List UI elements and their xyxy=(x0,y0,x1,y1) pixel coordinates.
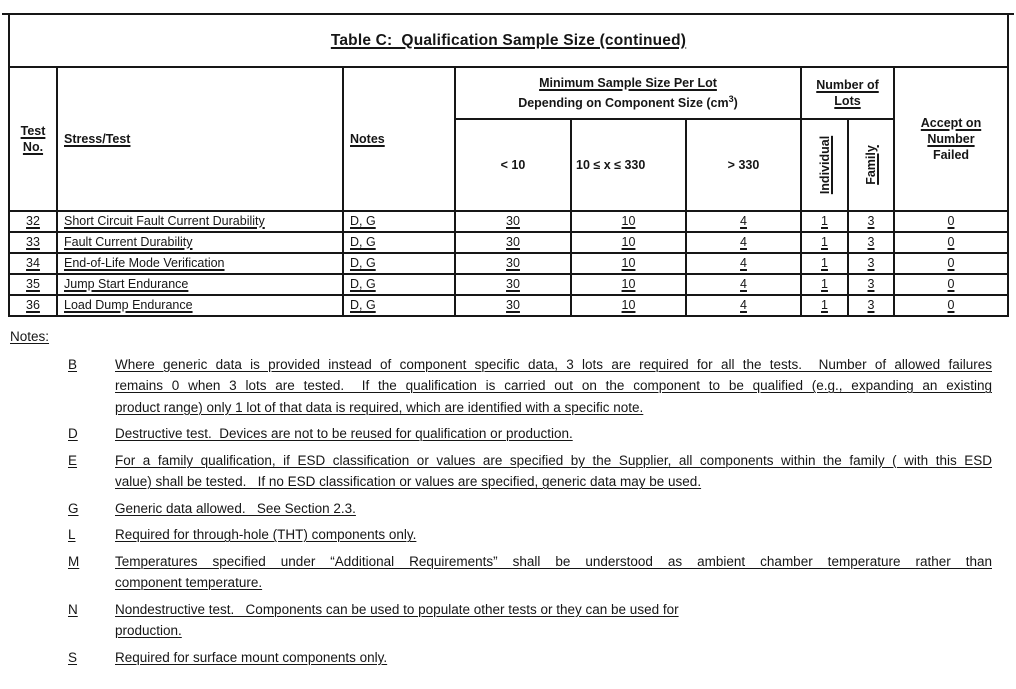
cell-stress-test: Short Circuit Fault Current Durability xyxy=(57,211,343,232)
header-lots-line1: Number of xyxy=(816,78,879,92)
qualification-sample-size-table xyxy=(8,13,1009,317)
cell-gt330: 4 xyxy=(686,232,801,253)
note-text: Temperatures specified under “Additional Requirements” shall be understood as ambient chamber temperature rather than component temperature. xyxy=(115,553,992,590)
cell-stress-test: End-of-Life Mode Verification xyxy=(57,253,343,274)
cell-test-no: 32 xyxy=(9,211,57,232)
header-group-row xyxy=(9,67,1008,119)
header-accept-line3: Failed xyxy=(932,148,970,162)
header-size-lt10: < 10 xyxy=(455,119,571,211)
cell-accept: 0 xyxy=(894,274,1008,295)
cell-accept: 0 xyxy=(894,295,1008,316)
table-row xyxy=(9,232,1008,253)
header-test-no-line2: No. xyxy=(22,140,44,154)
cell-lt10: 30 xyxy=(455,211,571,232)
cell-individual: 1 xyxy=(801,211,848,232)
table-row xyxy=(9,253,1008,274)
header-min-sample-line1: Minimum Sample Size Per Lot xyxy=(539,75,717,90)
note-item-D xyxy=(0,423,1016,445)
cell-test-no: 34 xyxy=(9,253,57,274)
header-family: Family xyxy=(848,119,894,211)
header-lots-line2: Lots xyxy=(834,94,861,108)
header-accept-on-number-failed xyxy=(894,67,1008,211)
note-text: Where generic data is provided instead of component specific data, 3 lots are required for all the tests. Number of allowed failures remains 0 when 3 lots are tested. If the qualification is carried out on the component to be qualified (e.g., expanding an existing product range) only 1 lot of that data is required, which are identified with a specific note. xyxy=(115,356,992,415)
cell-family: 3 xyxy=(848,295,894,316)
note-letter: E xyxy=(68,452,78,468)
cell-family: 3 xyxy=(848,253,894,274)
cell-gt330: 4 xyxy=(686,295,801,316)
header-notes: Notes xyxy=(343,67,455,211)
cell-notes: D, G xyxy=(343,211,455,232)
cell-individual: 1 xyxy=(801,232,848,253)
cell-lt10: 30 xyxy=(455,274,571,295)
header-min-sample-group xyxy=(455,67,801,119)
cell-mid: 10 xyxy=(571,211,686,232)
table-row xyxy=(9,295,1008,316)
note-letter: M xyxy=(68,553,80,569)
cell-gt330: 4 xyxy=(686,211,801,232)
cell-accept: 0 xyxy=(894,211,1008,232)
note-letter: B xyxy=(68,356,78,372)
note-letter: D xyxy=(68,426,78,441)
cell-mid: 10 xyxy=(571,232,686,253)
header-individual: Individual xyxy=(801,119,848,211)
cell-accept: 0 xyxy=(894,232,1008,253)
cell-notes: D, G xyxy=(343,274,455,295)
cell-gt330: 4 xyxy=(686,274,801,295)
note-item-S xyxy=(0,647,1016,669)
table-title-row xyxy=(9,14,1008,67)
note-text: Generic data allowed. See Section 2.3. xyxy=(115,500,356,516)
cell-lt10: 30 xyxy=(455,232,571,253)
header-size-gt330: > 330 xyxy=(686,119,801,211)
header-stress-test: Stress/Test xyxy=(57,67,343,211)
cell-stress-test: Fault Current Durability xyxy=(57,232,343,253)
cell-notes: D, G xyxy=(343,295,455,316)
note-item-L xyxy=(0,524,1016,546)
note-letter: S xyxy=(68,649,78,665)
header-min-sample-line2: Depending on Component Size $(cm^3)$ xyxy=(518,93,738,111)
header-test-no xyxy=(9,67,57,211)
header-test-no-line1: Test xyxy=(20,124,46,138)
cell-individual: 1 xyxy=(801,253,848,274)
cell-individual: 1 xyxy=(801,274,848,295)
cell-test-no: 33 xyxy=(9,232,57,253)
cell-gt330: 4 xyxy=(686,253,801,274)
note-letter: N xyxy=(68,601,78,617)
cm3-superscript: 3 xyxy=(728,93,734,104)
cell-mid: 10 xyxy=(571,295,686,316)
note-item-B xyxy=(0,354,1016,419)
cell-test-no: 35 xyxy=(9,274,57,295)
note-item-N xyxy=(0,599,1016,642)
note-item-M xyxy=(0,551,1016,594)
notes-heading: Notes: xyxy=(10,329,50,344)
note-text: Required for surface mount components only. xyxy=(115,649,388,665)
cell-mid: 10 xyxy=(571,253,686,274)
table-title-cell xyxy=(9,14,1008,67)
cell-family: 3 xyxy=(848,274,894,295)
note-text: For a family qualification, if ESD classification or values are specified by the Supplier, all components within the family ( with this ESD value) shall be tested. If no ESD classification or values are specified, generic data may be used. xyxy=(115,452,992,489)
cell-lt10: 30 xyxy=(455,295,571,316)
note-letter: G xyxy=(68,500,79,516)
header-size-mid: 10 ≤ x ≤ 330 xyxy=(571,119,686,211)
note-text: Nondestructive test. Components can be used to populate other tests or they can be used for production. xyxy=(115,601,679,638)
note-letter: L xyxy=(68,527,76,542)
table-row xyxy=(9,211,1008,232)
note-text: Destructive test. Devices are not to be reused for qualification or production. xyxy=(115,426,573,441)
cell-notes: D, G xyxy=(343,232,455,253)
cell-mid: 10 xyxy=(571,274,686,295)
cell-accept: 0 xyxy=(894,253,1008,274)
header-accept-line2: Number xyxy=(927,132,975,146)
table-title: Table C: Qualification Sample Size (continued) xyxy=(330,31,687,49)
cell-test-no: 36 xyxy=(9,295,57,316)
cell-stress-test: Load Dump Endurance xyxy=(57,295,343,316)
table-row xyxy=(9,274,1008,295)
header-number-of-lots-group xyxy=(801,67,894,119)
notes-section xyxy=(0,326,1016,673)
cell-stress-test: Jump Start Endurance xyxy=(57,274,343,295)
note-text: Required for through-hole (THT) components only. xyxy=(115,527,417,542)
note-item-E xyxy=(0,450,1016,493)
cell-individual: 1 xyxy=(801,295,848,316)
cell-notes: D, G xyxy=(343,253,455,274)
cell-lt10: 30 xyxy=(455,253,571,274)
cell-family: 3 xyxy=(848,232,894,253)
cell-family: 3 xyxy=(848,211,894,232)
note-item-G xyxy=(0,498,1016,520)
header-accept-line1: Accept on xyxy=(920,116,982,130)
